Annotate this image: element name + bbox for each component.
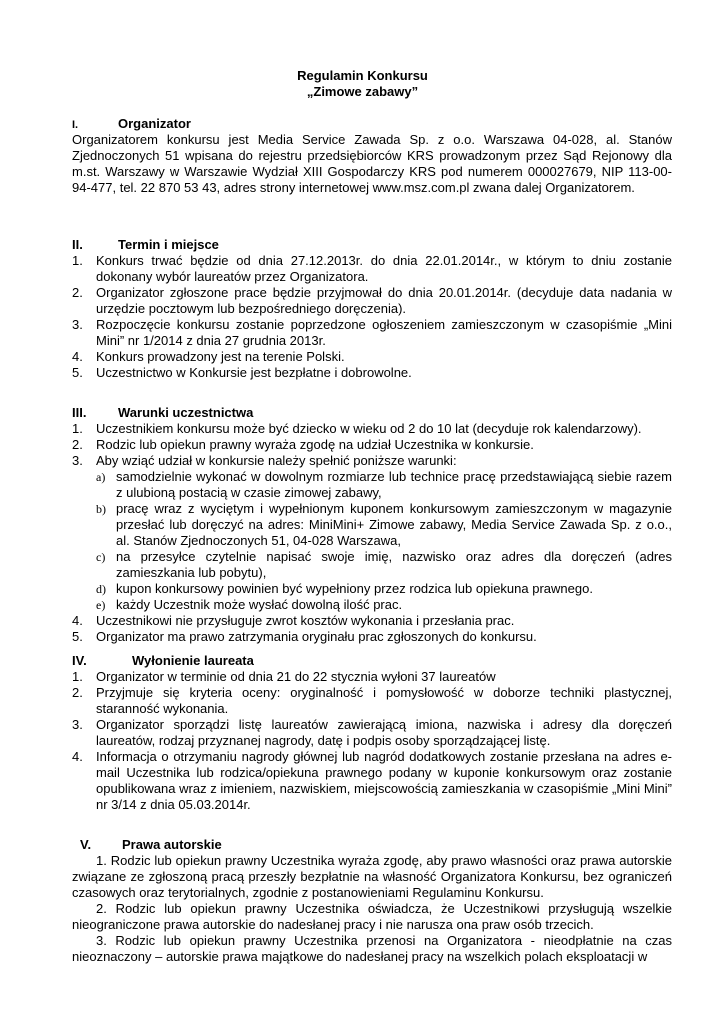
section-title: Organizator <box>118 116 191 131</box>
list-item: 1. Uczestnikiem konkursu może być dziecko w wieku od 2 do 10 lat (decyduje rok kalendarzowy). <box>72 421 642 436</box>
list-item: 5. Organizator ma prawo zatrzymania oryginału prac zgłoszonych do konkursu. <box>72 629 537 644</box>
sublist-item: c) na przesyłce czytelnie napisać swoje imię, nazwisko oraz adres dla doręczeń (adres zamieszkania lub pobytu), <box>96 549 672 580</box>
section-number: II. <box>72 237 83 252</box>
sublist-item: e) każdy Uczestnik może wysłać dowolną ilość prac. <box>96 597 403 612</box>
paragraph: 1. Rodzic lub opiekun prawny Uczestnika wyraża zgodę, aby prawo własności oraz prawa autorskie związane ze zgłoszoną pracą przeszły bezpłatnie na własność Organizatora Konkursu, bez ograniczeń czasowych oraz terytorialnych, zgodnie z postanowieniami Regulaminu Konkursu. <box>72 853 672 900</box>
list-item: 2. Rodzic lub opiekun prawny wyraża zgodę na udział Uczestnika w konkursie. <box>72 437 534 452</box>
sublist <box>96 469 672 613</box>
section-number: IV. <box>72 653 87 668</box>
list-item: 4. Konkurs prowadzony jest na terenie Polski. <box>72 349 345 364</box>
list-item: 1. Organizator w terminie od dnia 21 do 22 stycznia wyłoni 37 laureatów <box>72 669 496 684</box>
list-item: 4. Uczestnikowi nie przysługuje zwrot kosztów wykonania i przesłania prac. <box>72 613 515 628</box>
section-warunki-list <box>72 421 672 645</box>
list-item: 2. Organizator zgłoszone prace będzie przyjmował do dnia 20.01.2014r. (decyduje data nadania w urzędzie pocztowym lub bezpośredniego doręczenia). <box>72 285 672 316</box>
section-title: Prawa autorskie <box>122 837 222 852</box>
document-subtitle: „Zimowe zabawy” <box>306 84 419 99</box>
section-organizator-text: Organizatorem konkursu jest Media Service Zawada Sp. z o.o. Warszawa 04-028, al. Stanów Zjednoczonych 51 wpisana do rejestru przedsiębiorców KRS prowadzonym przez Sąd Rejonowy dla m.st. Warszawy w Warszawie Wydział XIII Gospodarczy KRS pod numerem 000027679, NIP 113-00-94-477, tel. 22 870 53 43, adres strony internetowej www.msz.com.pl zwana dalej Organizatorem. <box>72 132 672 195</box>
list-item: 5. Uczestnictwo w Konkursie jest bezpłatne i dobrowolne. <box>72 365 412 380</box>
section-termin-list <box>72 253 672 381</box>
section-heading-prawa <box>80 837 222 853</box>
list-item: 1. Konkurs trwać będzie od dnia 27.12.2013r. do dnia 22.01.2014r., w którym to dniu zostanie dokonany wybór laureatów przez Organizatora. <box>72 253 672 284</box>
document-title: Regulamin Konkursu <box>297 68 428 83</box>
list-item: 3. Aby wziąć udział w konkursie należy spełnić poniższe warunki: a) samodzielnie wykonać w dowolnym rozmiarze lub technice pracę przedstawiającą siebie razem z ulubioną postacią w czasie zimowej zabawy, b) pracę wraz z wyciętym i wypełnionym kuponem konkursowym zamieszczonym w magazynie przesłać lub doręczyć na adres: MiniMini+ Zimowe zabawy, Media Service Zawada Sp. z o.o., al. Stanów Zjednoczonych 51, 04-028 Warszawa, c) na przesyłce czytelnie napisać swoje imię, nazwisko oraz adres dla doręczeń (adres zamieszkania lub pobytu), d) kupon konkursowy powinien być wypełniony przez rodzica lub opiekuna prawnego. e) każdy Uczestnik może wysłać dowolną ilość prac. <box>72 453 672 612</box>
section-prawa-text <box>72 853 672 965</box>
section-heading-warunki <box>72 405 253 421</box>
section-title: Termin i miejsce <box>118 237 219 252</box>
section-heading-wylonienie <box>72 653 254 669</box>
section-number: III. <box>72 405 87 420</box>
sublist-item: a) samodzielnie wykonać w dowolnym rozmiarze lub technice pracę przedstawiającą siebie razem z ulubioną postacią w czasie zimowej zabawy, <box>96 469 672 500</box>
paragraph: 3. Rodzic lub opiekun prawny Uczestnika przenosi na Organizatora - nieodpłatnie na czas nieoznaczony – autorskie prawa majątkowe do nadesłanej pracy na wszelkich polach eksploatacji w <box>72 933 672 964</box>
section-number: I. <box>72 119 79 131</box>
section-wylonienie-list <box>72 669 672 813</box>
section-title: Wyłonienie laureata <box>132 653 254 668</box>
paragraph: 2. Rodzic lub opiekun prawny Uczestnika oświadcza, że Uczestnikowi przysługują wszelkie nieograniczone prawa autorskie do nadesłanej pracy i nie narusza ona praw osób trzecich. <box>72 901 672 932</box>
sublist-item: d) kupon konkursowy powinien być wypełniony przez rodzica lub opiekuna prawnego. <box>96 581 593 596</box>
section-heading-termin <box>72 237 219 253</box>
sublist-item: b) pracę wraz z wyciętym i wypełnionym kuponem konkursowym zamieszczonym w magazynie przesłać lub doręczyć na adres: MiniMini+ Zimowe zabawy, Media Service Zawada Sp. z o.o., al. Stanów Zjednoczonych 51, 04-028 Warszawa, <box>96 501 672 548</box>
list-item: 3. Organizator sporządzi listę laureatów zawierającą imiona, nazwiska i adresy dla doręczeń laureatów, rodzaj przyznanej nagrody, datę i podpis osoby sporządzającej listę. <box>72 717 672 748</box>
list-item: 4. Informacja o otrzymaniu nagrody głównej lub nagród dodatkowych zostanie przesłana na adres e-mail Uczestnika lub rodzica/opiekuna prawnego podany w kuponie konkursowym oraz zostanie opublikowana wraz z imieniem, nazwiskiem, miejscowością zamieszkania w czasopiśmie „Mini Mini” nr 3/14 z dnia 05.03.2014r. <box>72 749 672 812</box>
list-item: 3. Rozpoczęcie konkursu zostanie poprzedzone ogłoszeniem zamieszczonym w czasopiśmie „Mini Mini” nr 1/2014 z dnia 27 grudnia 2013r. <box>72 317 672 348</box>
section-number: V. <box>80 837 92 852</box>
section-heading-organizator <box>72 116 191 133</box>
list-item: 2. Przyjmuje się kryteria oceny: oryginalność i pomysłowość w doborze techniki plastycznej, staranność wykonania. <box>72 685 672 716</box>
section-title: Warunki uczestnictwa <box>118 405 254 420</box>
